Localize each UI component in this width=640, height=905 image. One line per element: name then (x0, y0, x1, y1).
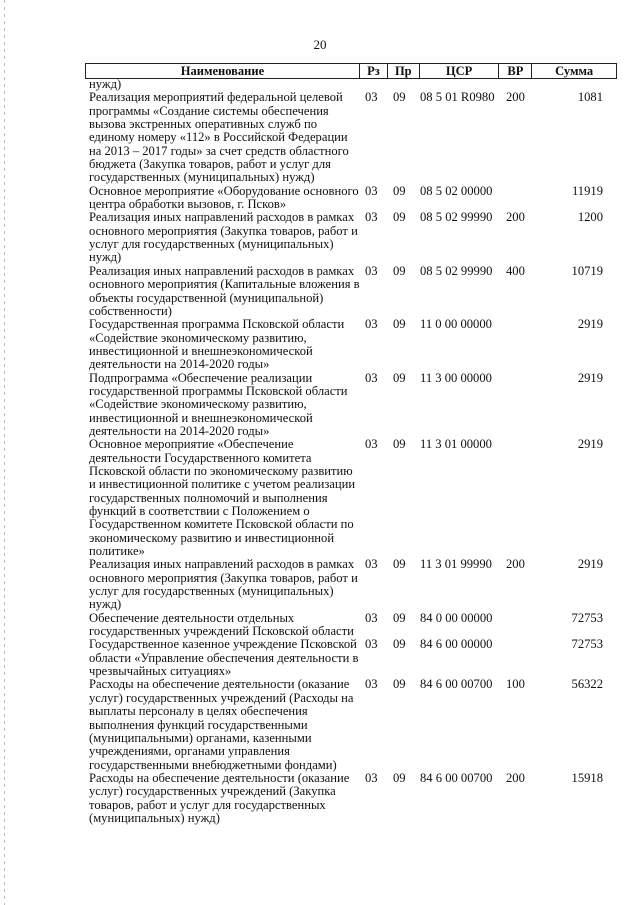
row-csr: 84 6 00 00000 (420, 637, 493, 652)
row-pr: 09 (393, 317, 406, 332)
row-csr: 84 6 00 00700 (420, 677, 493, 692)
row-csr: 08 5 02 00000 (420, 183, 493, 198)
row-name: Основное мероприятие «Обеспечение деятельности Государственного комитета Псковской области по экономическому развитию и инвестиционной политике с учетом реализации государственных полномочий и выполнения функций в соответствии с Положением о Государственном комитете Псковской области по экономическому развитию и инвестиционной политике» (89, 437, 356, 559)
row-sum: 72753 (571, 610, 603, 625)
row-pr: 09 (393, 610, 406, 625)
row-vr: 200 (506, 210, 525, 225)
header-name: Наименование (86, 64, 360, 78)
row-csr: 11 3 00 00000 (420, 370, 492, 385)
table-row (89, 265, 609, 318)
row-vr: 100 (506, 677, 525, 692)
row-sum: 10719 (571, 263, 603, 278)
row-name: Государственная программа Псковской области «Содействие экономическому развитию, инвестиционной и внешнеэкономической деятельности на 2014-2020 годы» (89, 317, 345, 372)
row-csr: 84 0 00 00000 (420, 610, 493, 625)
table-row (89, 772, 609, 825)
row-name: Подпрограмма «Обеспечение реализации государственной программы Псковской области «Содействие экономическому развитию, инвестиционной и внешнеэкономической деятельности на 2014-2020 годы» (89, 370, 348, 438)
row-name: Реализация мероприятий федеральной целевой программы «Создание системы обеспечения вызова экстренных оперативных служб по единому номеру «112» в Российской Федерации на 2013 – 2017 годы» за счет средств областного бюджета (Закупка товаров, работ и услуг для государственных (муниципальных) нужд) (89, 90, 349, 185)
row-sum: 2919 (577, 557, 603, 572)
table-body (89, 78, 609, 825)
row-sum: 15918 (571, 770, 603, 785)
table-row (89, 78, 609, 91)
row-name: Расходы на обеспечение деятельности (оказание услуг) государственных учреждений (Расходы на выплаты персоналу в целях обеспечения выполнения функций государственными (муниципальными) органами, казенными учреждениями, органами управления государственными внебюджетными фондами) (89, 677, 354, 772)
row-csr: 08 5 02 99990 (420, 210, 493, 225)
row-vr: 200 (506, 90, 525, 105)
row-rz: 03 (365, 557, 378, 572)
row-rz: 03 (365, 770, 378, 785)
row-name: Реализация иных направлений расходов в рамках основного мероприятия (Закупка товаров, работ и услуг для государственных (муниципальных) нужд) (89, 557, 358, 612)
row-rz: 03 (365, 610, 378, 625)
row-rz: 03 (365, 677, 378, 692)
row-sum: 2919 (577, 437, 603, 452)
row-csr: 08 5 02 99990 (420, 263, 493, 278)
row-pr: 09 (393, 437, 406, 452)
header-sum: Сумма (555, 63, 594, 78)
row-pr: 09 (393, 770, 406, 785)
row-csr: 84 6 00 00700 (420, 770, 493, 785)
row-csr: 11 0 00 00000 (420, 317, 492, 332)
header-vr: ВР (499, 64, 532, 78)
table-row (89, 638, 609, 678)
header-pr: Пр (388, 64, 420, 78)
row-rz: 03 (365, 637, 378, 652)
row-name: Реализация иных направлений расходов в рамках основного мероприятия (Капитальные вложения в объекты государственной (муниципальной) собственности) (89, 263, 360, 318)
row-name: нужд) (89, 77, 122, 91)
row-vr: 200 (506, 557, 525, 572)
row-sum: 56322 (571, 677, 603, 692)
table-row (89, 678, 609, 771)
row-vr: 200 (506, 770, 525, 785)
row-rz: 03 (365, 210, 378, 225)
row-vr: 400 (506, 263, 525, 278)
row-csr: 08 5 01 R0980 (420, 90, 495, 105)
header-rz: Рз (360, 64, 388, 78)
row-sum: 2919 (577, 370, 603, 385)
row-rz: 03 (365, 437, 378, 452)
row-sum: 72753 (571, 637, 603, 652)
row-rz: 03 (365, 183, 378, 198)
table-row (89, 91, 609, 184)
row-pr: 09 (393, 370, 406, 385)
row-pr: 09 (393, 557, 406, 572)
table-row (89, 318, 609, 371)
row-sum: 1081 (577, 90, 603, 105)
row-rz: 03 (365, 317, 378, 332)
row-csr: 11 3 01 99990 (420, 557, 492, 572)
row-pr: 09 (393, 210, 406, 225)
table-row (89, 612, 609, 639)
row-name: Основное мероприятие «Оборудование основного центра обработки вызовов, г. Псков» (89, 183, 359, 212)
table-header (85, 63, 617, 79)
row-rz: 03 (365, 263, 378, 278)
header-csr: ЦСР (420, 64, 500, 78)
table-row (89, 372, 609, 439)
row-name: Обеспечение деятельности отдельных государственных учреждений Псковской области (89, 610, 354, 639)
row-pr: 09 (393, 637, 406, 652)
row-pr: 09 (393, 263, 406, 278)
table-row (89, 211, 609, 264)
scan-edge (4, 0, 5, 905)
page-number: 20 (313, 37, 327, 52)
row-name: Реализация иных направлений расходов в рамках основного мероприятия (Закупка товаров, работ и услуг для государственных (муниципальных) нужд) (89, 210, 358, 265)
row-csr: 11 3 01 00000 (420, 437, 492, 452)
table-row (89, 438, 609, 558)
row-pr: 09 (393, 183, 406, 198)
row-pr: 09 (393, 677, 406, 692)
row-sum: 11919 (571, 183, 603, 198)
row-rz: 03 (365, 90, 378, 105)
row-sum: 2919 (577, 317, 603, 332)
row-rz: 03 (365, 370, 378, 385)
row-sum: 1200 (577, 210, 603, 225)
row-name: Государственное казенное учреждение Псковской области «Управление обеспечения деятельности в чрезвычайных ситуациях» (89, 637, 359, 679)
table-row (89, 185, 609, 212)
table-row (89, 558, 609, 611)
row-name: Расходы на обеспечение деятельности (оказание услуг) государственных учреждений (Закупка товаров, работ и услуг для государственных (муниципальных) нужд) (89, 770, 350, 825)
row-pr: 09 (393, 90, 406, 105)
